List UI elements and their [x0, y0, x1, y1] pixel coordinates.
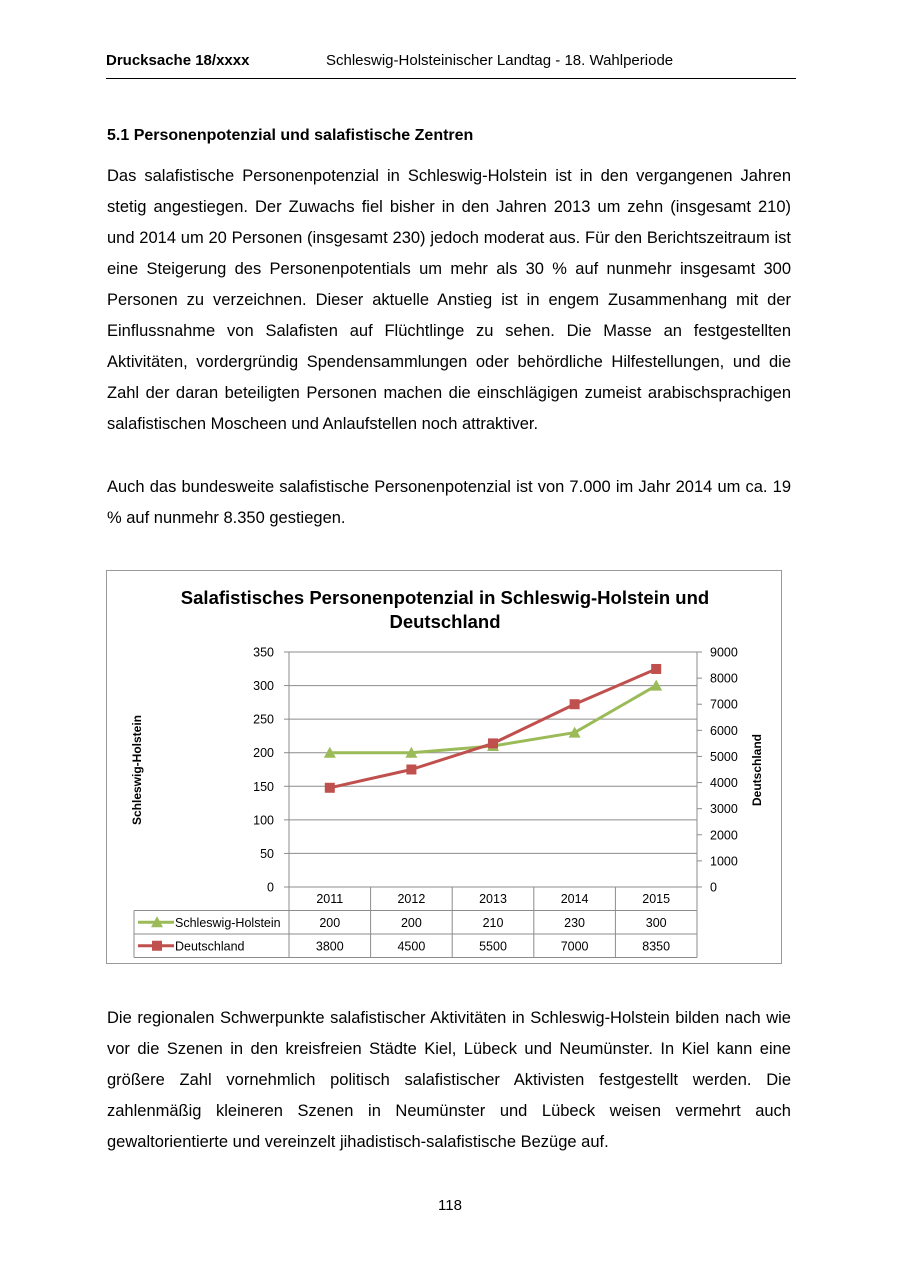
chart-frame [106, 570, 782, 964]
data-point-square [325, 783, 335, 793]
data-point-square [651, 664, 661, 674]
section-heading: 5.1 Personenpotenzial und salafistische Zentren [107, 127, 474, 144]
y-left-tick-label: 300 [253, 679, 274, 694]
x-category-label: 2012 [397, 892, 426, 906]
data-point-triangle [650, 680, 662, 691]
y-left-tick-label: 250 [253, 712, 274, 727]
data-point-square [406, 765, 416, 775]
y-left-tick-label: 0 [267, 880, 274, 895]
table-value: 200 [319, 915, 341, 930]
y-right-tick-label: 4000 [710, 776, 738, 791]
data-point-square [570, 699, 580, 709]
y-left-tick-label: 150 [253, 779, 274, 794]
page-number: 118 [438, 1197, 462, 1214]
axes [253, 646, 738, 895]
data-table [134, 887, 697, 958]
y-axis-left-label: Schleswig-Holstein [130, 714, 144, 826]
y-right-tick-label: 8000 [710, 671, 738, 686]
table-value: 210 [482, 915, 504, 930]
table-value: 230 [564, 915, 586, 930]
paragraph-2: Auch das bundesweite salafistische Personenpotenzial ist von 7.000 im Jahr 2014 um ca. 19 % auf nunmehr 8.350 gestiegen. [107, 478, 791, 527]
x-category-label: 2015 [642, 892, 671, 906]
page-header [106, 52, 796, 79]
table-value: 8350 [642, 939, 671, 954]
y-right-tick-label: 5000 [710, 749, 738, 764]
document-number: Drucksache 18/xxxx [106, 52, 250, 69]
y-right-tick-label: 3000 [710, 802, 738, 817]
gridlines [289, 652, 697, 887]
paragraph-1: Das salafistische Personenpotenzial in Schleswig-Holstein ist in den vergangenen Jahren stetig angestiegen. Der Zuwachs fiel bisher in den Jahren 2013 um zehn (insgesamt 210) und 2014 um 20 Personen (insgesamt 230) jedoch moderat aus. Für den Berichtszeitraum ist eine Steigerung des Personenpotentials um mehr als 30 % auf nunmehr insgesamt 300 Personen zu verzeichnen. Dieser aktuelle Anstieg ist in engem Zusammenhang mit der Einflussnahme von Salafisten auf Flüchtlinge zu sehen. Die Masse an festgestellten Aktivitäten, vordergründig Spendensammlungen oder behördliche Hilfestellungen, und die Zahl der daran beteiligten Personen machen die einschlägigen zumeist arabischsprachigen salafistischen Moscheen und Anlaufstellen noch attraktiver. [107, 167, 791, 433]
plot-area [289, 652, 697, 887]
y-left-tick-label: 50 [260, 846, 274, 861]
line-chart [107, 571, 783, 965]
y-right-tick-label: 6000 [710, 723, 738, 738]
series-lines [324, 664, 662, 793]
parliament-title: Schleswig-Holsteinischer Landtag - 18. Wahlperiode [326, 52, 674, 69]
y-right-tick-label: 0 [710, 880, 717, 895]
table-value: 7000 [560, 939, 589, 954]
table-value: 4500 [397, 939, 426, 954]
legend-marker-square [152, 941, 162, 951]
table-value: 5500 [479, 939, 507, 954]
y-axis-right-label: Deutschland [750, 733, 764, 807]
table-value: 3800 [315, 939, 344, 954]
legend-label: Deutschland [175, 939, 245, 954]
paragraph-3: Die regionalen Schwerpunkte salafistischer Aktivitäten in Schleswig-Holstein bilden nach wie vor die Szenen in den kreisfreien Städte Kiel, Lübeck und Neumünster. In Kiel kann eine größere Zahl vornehmlich politisch salafistischer Aktivisten festgestellt werden. Die zahlenmäßig kleineren Szenen in Neumünster und Lübeck weisen vermehrt auch gewaltorientierte und vereinzelt jihadistisch-salafistische Bezüge auf. [107, 1009, 791, 1151]
chart-title-line2: Deutschland [389, 611, 501, 632]
table-value: 200 [400, 915, 422, 930]
y-left-tick-label: 350 [253, 645, 274, 660]
x-category-label: 2014 [560, 892, 589, 906]
x-category-label: 2011 [316, 892, 344, 906]
y-right-tick-label: 7000 [710, 697, 738, 712]
table-value: 300 [645, 915, 667, 930]
y-left-tick-label: 100 [253, 813, 274, 828]
y-right-tick-label: 2000 [710, 828, 738, 843]
series-line-2 [330, 669, 656, 788]
chart-title-line1: Salafistisches Personenpotenzial in Schleswig-Holstein und [180, 587, 710, 608]
x-category-label: 2013 [479, 892, 507, 906]
legend-label: Schleswig-Holstein [175, 915, 281, 930]
y-left-tick-label: 200 [253, 746, 274, 761]
y-right-tick-label: 1000 [710, 854, 738, 869]
y-right-tick-label: 9000 [710, 645, 738, 660]
data-point-square [488, 738, 498, 748]
